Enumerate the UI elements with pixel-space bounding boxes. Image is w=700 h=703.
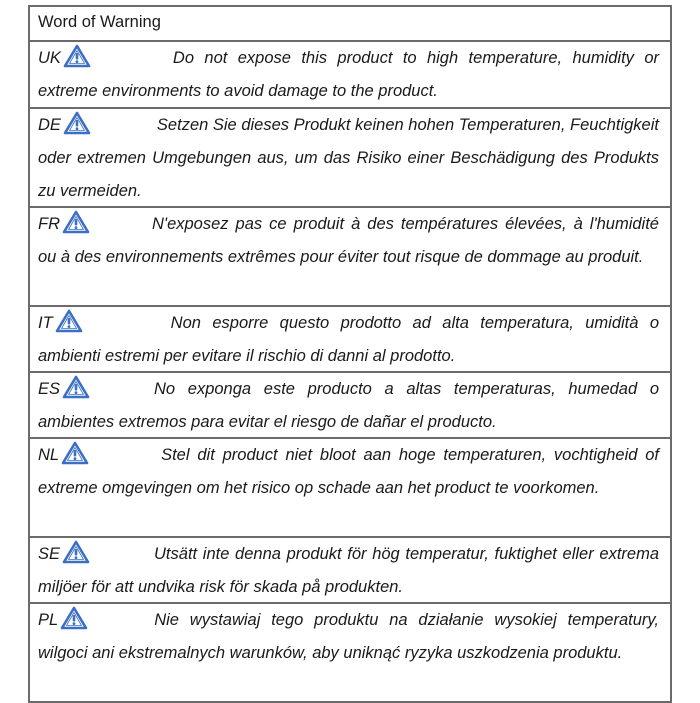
warning-text: Utsätt inte denna produkt för hög temperatur, fuktighet eller extrema miljöer för att undvika risk för skada på produkten. — [38, 545, 659, 596]
warning-text: No exponga este producto a altas temperaturas, humedad o ambientes extremos para evitar el riesgo de dañar el producto. — [38, 380, 659, 431]
language-code: UK — [38, 49, 61, 67]
warning-row-de — [30, 107, 670, 206]
language-code: DE — [38, 116, 61, 134]
language-code: FR — [38, 215, 60, 233]
warning-row-it — [30, 305, 670, 371]
warning-text: Stel dit product niet bloot aan hoge temperaturen, vochtigheid of extreme omgevingen om het risico op schade aan het product te voorkomen. — [38, 446, 659, 497]
warning-text: Non esporre questo prodotto ad alta temperatura, umidità o ambienti estremi per evitare il rischio di danni al prodotto. — [38, 314, 659, 365]
warning-text: Do not expose this product to high temperature, humidity or extreme environments to avoid damage to the product. — [38, 49, 659, 100]
table-header — [30, 7, 670, 40]
warning-row-nl — [30, 437, 670, 536]
language-code: NL — [38, 446, 60, 464]
warning-row-pl — [30, 602, 670, 701]
warning-triangle-icon — [61, 441, 89, 465]
language-code: SE — [38, 545, 61, 563]
warning-row-fr — [30, 206, 670, 305]
language-code: PL — [38, 611, 59, 629]
language-code: ES — [38, 380, 61, 398]
warning-triangle-icon — [55, 309, 83, 333]
warning-row-uk — [30, 40, 670, 107]
page-title: Word of Warning — [38, 13, 161, 31]
language-code: IT — [38, 314, 53, 332]
warning-triangle-icon — [62, 540, 90, 564]
warning-text: Setzen Sie dieses Produkt keinen hohen Temperaturen, Feuchtigkeit oder extremen Umgebungen aus, um das Risiko einer Beschädigung des Produkts zu vermeiden. — [38, 116, 659, 200]
warning-triangle-icon — [63, 44, 91, 68]
warning-triangle-icon — [62, 210, 90, 234]
warning-row-se — [30, 536, 670, 602]
warning-text: N'exposez pas ce produit à des températures élevées, à l'humidité ou à des environnements extrêmes pour éviter tout risque de dommage au produit. — [38, 215, 659, 266]
warning-triangle-icon — [63, 111, 91, 135]
warning-triangle-icon — [62, 375, 90, 399]
warning-text: Nie wystawiaj tego produktu na działanie wysokiej temperatury, wilgoci ani ekstremalnych warunków, aby uniknąć ryzyka uszkodzenia produktu. — [38, 611, 659, 662]
warning-triangle-icon — [60, 606, 88, 630]
warning-row-es — [30, 371, 670, 437]
warning-table — [28, 5, 672, 703]
